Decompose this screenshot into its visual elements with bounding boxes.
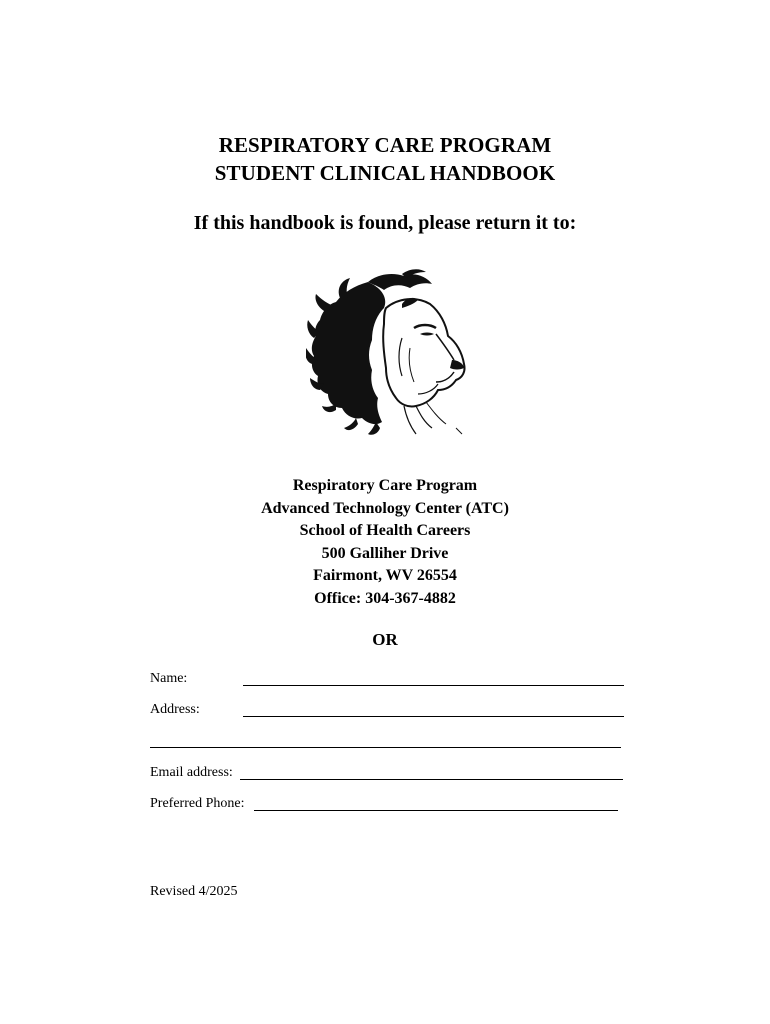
address-line-2-field[interactable]: [150, 747, 621, 748]
or-separator: OR: [372, 630, 398, 649]
city-state-zip: Fairmont, WV 26554: [313, 567, 457, 584]
address-label: Address:: [150, 702, 200, 717]
phone-field[interactable]: [254, 810, 618, 811]
revised-date: Revised 4/2025: [150, 884, 238, 899]
office-phone: Office: 304-367-4882: [314, 589, 456, 607]
center-name: Advanced Technology Center (ATC): [261, 499, 509, 517]
return-prompt: If this handbook is found, please return it to:: [193, 212, 577, 234]
email-field[interactable]: [240, 779, 623, 780]
name-field[interactable]: [243, 685, 624, 686]
program-name: Respiratory Care Program: [292, 477, 478, 494]
lion-head-icon: [306, 268, 470, 438]
address-row: [150, 701, 200, 719]
name-label: Name:: [150, 671, 188, 686]
contact-address-block: [0, 475, 770, 610]
phone-label: Preferred Phone:: [150, 796, 245, 811]
street-address: 500 Galliher Drive: [321, 544, 449, 562]
address-field[interactable]: [243, 716, 624, 717]
email-row: [150, 764, 233, 782]
name-row: [150, 670, 187, 688]
phone-row: [150, 795, 244, 813]
title-line-2: STUDENT CLINICAL HANDBOOK: [214, 161, 556, 185]
email-label: Email address:: [150, 765, 233, 780]
school-name: School of Health Careers: [299, 522, 471, 539]
title-line-1: RESPIRATORY CARE PROGRAM: [218, 133, 552, 157]
